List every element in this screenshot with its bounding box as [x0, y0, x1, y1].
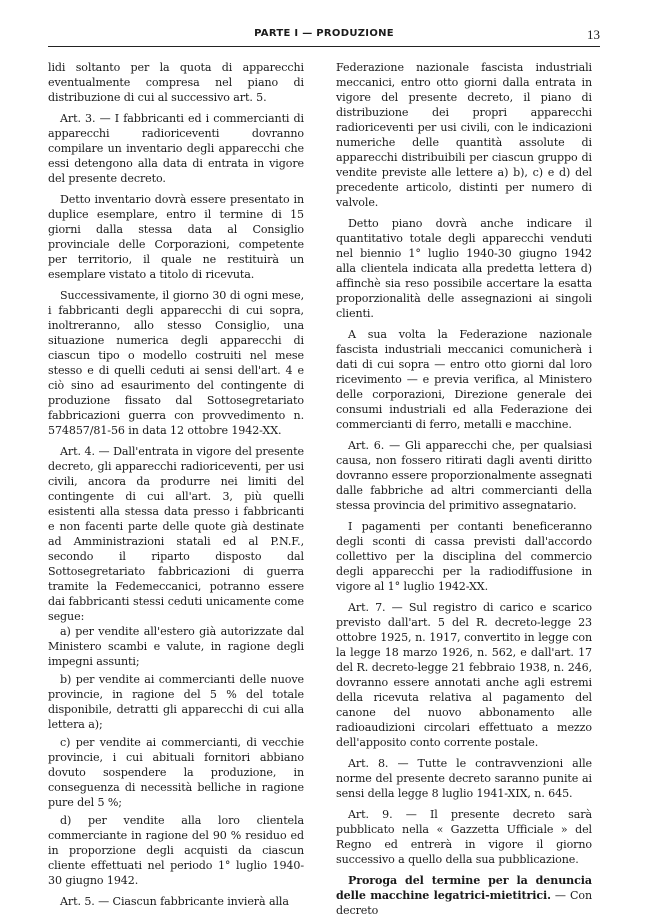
paragraph-art-6: Art. 6. — Gli apparecchi che, per qualsiasi causa, non fossero ritirati dagli aventi diritto dovranno essere proporzionalmente assegnati dalle fabbriche ad altri commercianti della stessa provincia del primitivo assegnatario. [336, 439, 592, 512]
paragraph-continuation: lidi soltanto per la quota di apparecchi eventualmente compresa nel piano di distribuzione di cui al successivo art. 5. [48, 61, 304, 104]
section-body: — Con decreto [336, 889, 592, 917]
running-header [48, 26, 600, 47]
paragraph-art-5-continued: Federazione nazionale fascista industriali meccanici, entro otto giorni dalla entrata in vigore del presente decreto, il piano di distribuzione dei propri apparecchi radioriceventi per usi civili, con le indicazioni numeriche delle quantità assolute di apparecchi distribuibili per ciascun gruppo di vendite previste alle lettere a) b), c) e d) del precedente articolo, distinti per numero di valvole. [336, 61, 592, 209]
page-number: 13 [587, 27, 600, 42]
list-item-b: b) per vendite ai commercianti delle nuove provincie, in ragione del 5 % del totale disponibile, detratti gli apparecchi di cui alla lettera a); [48, 673, 304, 731]
list-item-d: d) per vendite alla loro clientela commerciante in ragione del 90 % residuo ed in proporzione degli acquisti da ciascun cliente effettuati nel periodo 1° luglio 1940-30 giugno 1942. [48, 814, 304, 887]
paragraph-art-7: Art. 7. — Sul registro di carico e scarico previsto dall'art. 5 del R. decreto-legge 23 ottobre 1925, n. 1917, convertito in legge con la legge 18 marzo 1926, n. 562, e dall'art. 17 del R. decreto-legge 21 febbraio 1938, n. 246, dovranno essere annotati anche agli estremi della ricevuta relativa al pagamento del canone del nuovo abbonamento alle radioaudizioni circolari effettuato a mezzo dell'apposito conto corrente postale. [336, 601, 592, 749]
header-title: PARTE I — PRODUZIONE [254, 28, 394, 39]
paragraph-art-5: Art. 5. — Ciascun fabbricante invierà alla [60, 895, 289, 908]
paragraph-inventory: Detto inventario dovrà essere presentato in duplice esemplare, entro il termine di 15 giorni dalla stessa data al Consiglio provinciale delle Corporazioni, competente per territorio, il quale ne restituirà un esemplare vistato a titolo di ricevuta. [48, 193, 304, 281]
list-item-a: a) per vendite all'estero già autorizzate dal Ministero scambi e valute, in ragione degli impegni assunti; [48, 625, 304, 668]
paragraph-payments: I pagamenti per contanti beneficeranno degli sconti di cassa previsti dall'accordo collettivo per la disciplina del commercio degli apparecchi per la radiodiffusione in vigore al 1° luglio 1942-XX. [336, 520, 592, 593]
paragraph-art-3: Art. 3. — I fabbricanti ed i commercianti di apparecchi radioriceventi dovranno compilare un inventario degli apparecchi che essi detengono alla data di entrata in vigore del presente decreto. [48, 112, 304, 185]
paragraph-distribution-plan: Detto piano dovrà anche indicare il quantitativo totale degli apparecchi venduti nel biennio 1° luglio 1940-30 giugno 1942 alla clientela indicata alla predetta lettera d) affinchè sia reso possibile accertare la esatta proporzionalità delle assegnazioni ai singoli clienti. [336, 217, 592, 320]
paragraph-art-4: Art. 4. — Dall'entrata in vigore del presente decreto, gli apparecchi radioriceventi, per usi civili, ancora da produrre nei limiti del contingente di cui all'art. 3, più quelli esistenti alla stessa data presso i fabbricanti e non facenti parte delle quote già destinate ad Amministrazioni statali ed al P.N.F., secondo il riparto disposto dal Sottosegretariato fabbricazioni di guerra tramite la Fedemeccanici, potranno essere dai fabbricanti stessi ceduti unicamente come segue: [48, 445, 304, 623]
paragraph-art-8: Art. 8. — Tutte le contravvenzioni alle norme del presente decreto saranno punite ai sensi della legge 8 luglio 1941-XIX, n. 645. [336, 757, 592, 800]
left-column [48, 60, 304, 915]
right-column [336, 60, 592, 924]
paragraph-federation: A sua volta la Federazione nazionale fascista industriali meccanici comunicherà i dati di cui sopra — entro otto giorni dal loro ricevimento — e previa verifica, al Ministero delle corporazioni, Direzione generale dei consumi industriali ed alla Federazione dei commercianti di ferro, metalli e macchine. [336, 328, 592, 431]
list-item-c: c) per vendite ai commercianti, di vecchie provincie, i cui abituali fornitori abbiano dovuto sospendere la produzione, in conseguenza di necessità belliche in ragione pure del 5 %; [48, 736, 304, 809]
section-title: Proroga del termine per la denuncia delle macchine legatrici-mietitrici. [336, 874, 592, 902]
section-heading [336, 873, 592, 918]
paragraph-art-9: Art. 9. — Il presente decreto sarà pubblicato nella « Gazzetta Ufficiale » del Regno ed entrerà in vigore il giorno successivo a quello della sua pubblicazione. [336, 808, 592, 866]
paragraph-monthly-report: Successivamente, il giorno 30 di ogni mese, i fabbricanti degli apparecchi di cui sopra, inoltreranno, allo stesso Consiglio, una situazione numerica degli apparecchi di ciascun tipo o modello costruiti nel mese stesso e di quelli ceduti ai sensi dell'art. 4 e ciò sino ad esaurimento del contingente di produzione fissato dal Sottosegretariato fabbricazioni guerra con provvedimento n. 574857/81-56 in data 12 ottobre 1942-XX. [48, 289, 304, 437]
